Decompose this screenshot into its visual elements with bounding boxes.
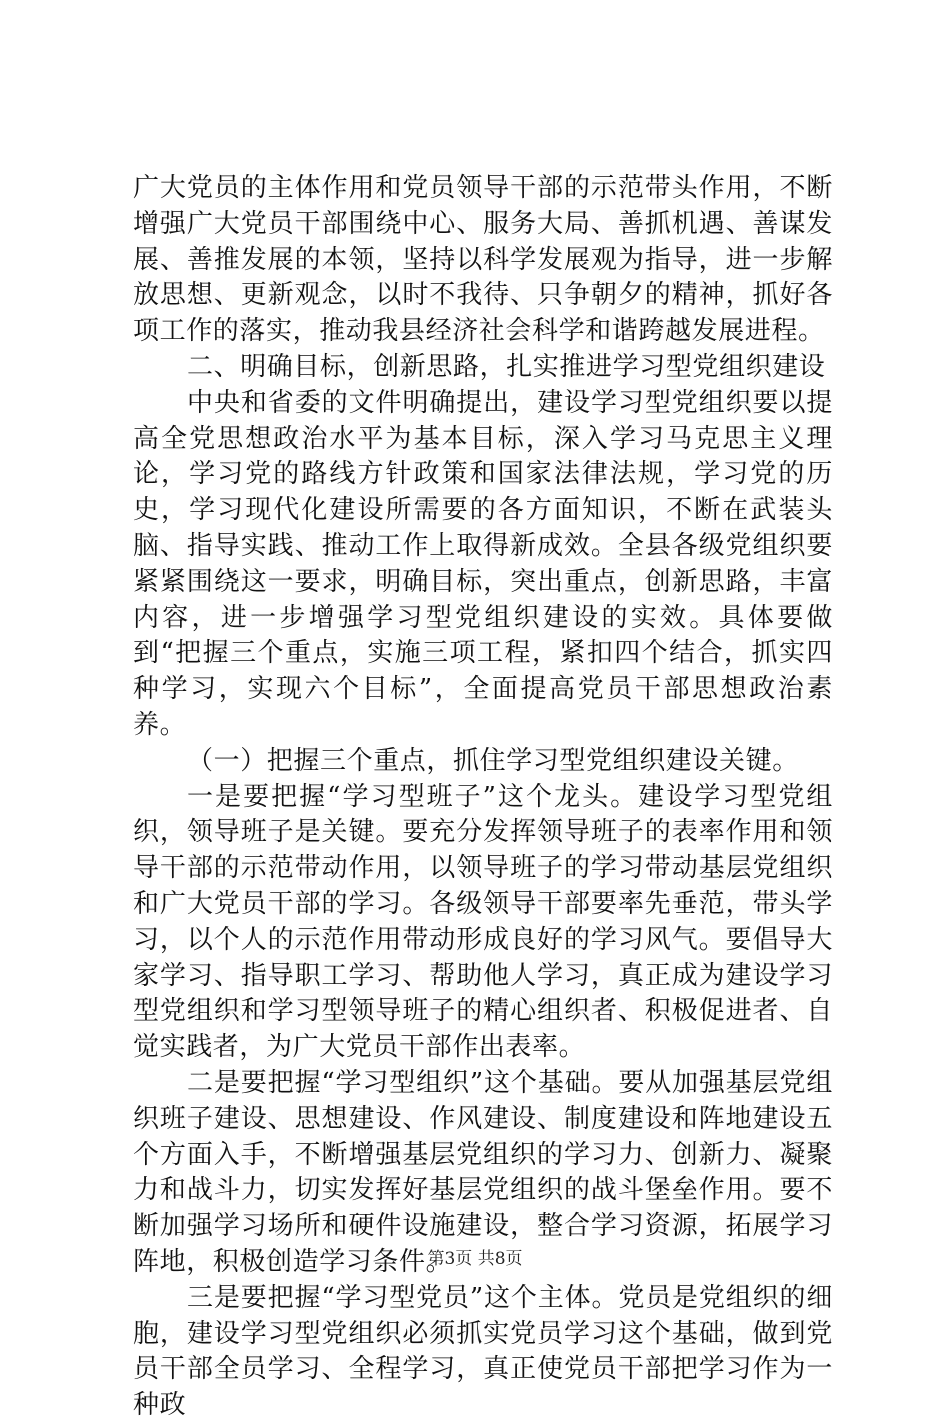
subsection-heading: （一）把握三个重点，抓住学习型党组织建设关键。	[187, 745, 799, 776]
document-body	[133, 171, 833, 1424]
paragraph: 广大党员的主体作用和党员领导干部的示范带头作用，不断增强广大党员干部围绕中心、服务大局、善抓机遇、善谋发展、善推发展的本领，坚持以科学发展观为指导，进一步解放思想、更新观念，以时不我待、只争朝夕的精神，抓好各项工作的落实，推动我县经济社会科学和谐跨越发展进程。	[133, 173, 833, 347]
paragraph: 中央和省委的文件明确提出，建设学习型党组织要以提高全党思想政治水平为基本目标，深入学习马克思主义理论，学习党的路线方针政策和国家法律法规，学习党的历史，学习现代化建设所需要的各方面知识，不断在武装头脑、指导实践、推动工作上取得新成效。全县各级党组织要紧紧围绕这一要求，明确目标，突出重点，创新思路，丰富内容，进一步增强学习型党组织建设的实效。具体要做到“把握三个重点，实施三项工程，紧扣四个结合，抓实四种学习，实现六个目标”，全面提高党员干部思想政治素养。	[133, 387, 833, 740]
page-number-footer: 第3页 共8页	[427, 1249, 523, 1269]
paragraph: 二是要把握“学习型组织”这个基础。要从加强基层党组织班子建设、思想建设、作风建设、制度建设和阵地建设五个方面入手，不断增强基层党组织的学习力、创新力、凝聚力和战斗力，切实发挥好基层党组织的战斗堡垒作用。要不断加强学习场所和硬件设施建设，整合学习资源，拓展学习阵地，积极创造学习条件。	[133, 1067, 833, 1277]
paragraph: 三是要把握“学习型党员”这个主体。党员是党组织的细胞，建设学习型党组织必须抓实党员学习这个基础，做到党员干部全员学习、全程学习，真正使党员干部把学习作为一种政	[133, 1282, 833, 1421]
paragraph: 一是要把握“学习型班子”这个龙头。建设学习型党组织，领导班子是关键。要充分发挥领导班子的表率作用和领导干部的示范带动作用，以领导班子的学习带动基层党组织和广大党员干部的学习。各级领导干部要率先垂范，带头学习，以个人的示范作用带动形成良好的学习风气。要倡导大家学习、指导职工学习、帮助他人学习，真正成为建设学习型党组织和学习型领导班子的精心组织者、积极促进者、自觉实践者，为广大党员干部作出表率。	[133, 781, 833, 1063]
section-heading: 二、明确目标，创新思路，扎实推进学习型党组织建设	[187, 351, 826, 382]
